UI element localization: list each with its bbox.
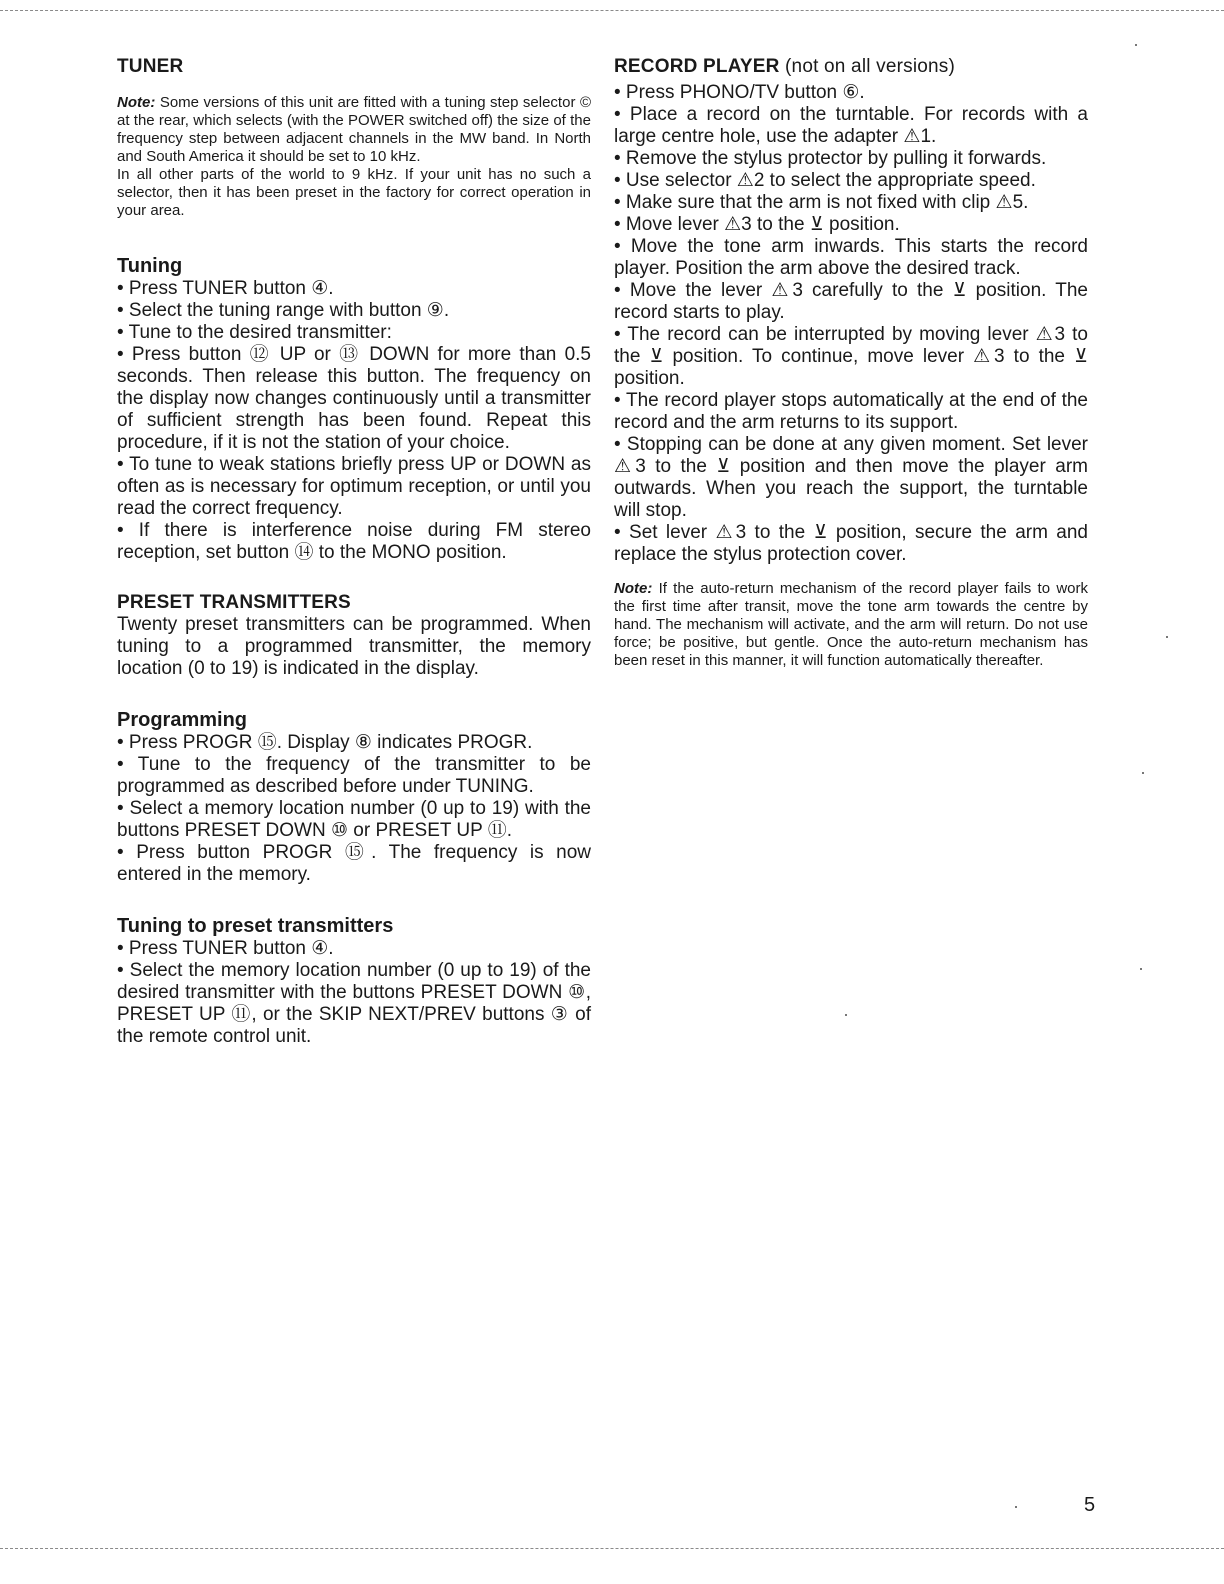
list-item: • Make sure that the arm is not fixed with clip ⚠5.: [614, 192, 1029, 213]
note-text-2: In all other parts of the world to 9 kHz. If your unit has no such a selector, then it has been preset in the factory for correct operation in your area.: [117, 166, 591, 219]
tuning-list: [117, 278, 591, 564]
list-item: • Press TUNER button ④.: [117, 938, 334, 959]
record-player-heading: [614, 56, 1088, 78]
record-list: [614, 82, 1088, 566]
left-column: [117, 56, 591, 1048]
preset-text: [117, 614, 591, 680]
scan-speck: [1166, 636, 1168, 638]
note-text: Some versions of this unit are fitted with a tuning step selector © at the rear, which selects (with the POWER switched off) the size of the frequency step between adjacent channels in the MW band. In North and South America it should be set to 10 kHz.: [117, 94, 591, 165]
note-label: Note:: [614, 580, 653, 597]
tuner-title: TUNER: [117, 56, 184, 77]
record-subtitle: (not on all versions): [779, 56, 956, 77]
record-note: [614, 580, 1088, 670]
list-item: • Press button ⑫ UP or ⑬ DOWN for more than 0.5 seconds. Then release this button. The frequency on the display now changes continuously until a transmitter of sufficient strength has been found. Repeat this procedure, if it is not the station of your choice.: [117, 344, 591, 453]
list-item: • Select the tuning range with button ⑨.: [117, 300, 450, 321]
scan-speck: [1142, 772, 1144, 774]
list-item: • Press PROGR ⑮. Display ⑧ indicates PROGR.: [117, 732, 533, 753]
programming-title: Programming: [117, 709, 248, 731]
tuning-preset-list: [117, 938, 591, 1048]
list-item: • Use selector ⚠2 to select the appropriate speed.: [614, 170, 1036, 191]
right-column: [614, 56, 1088, 670]
top-rule: [0, 10, 1224, 11]
record-title: RECORD PLAYER: [614, 56, 780, 77]
list-item: • Press TUNER button ④.: [117, 278, 334, 299]
scan-speck: [845, 1014, 847, 1016]
note-text: If the auto-return mechanism of the record player fails to work the first time after transit, move the tone arm towards the centre by hand. The mechanism will activate, and the arm will return. Do not use force; be positive, but gentle. Once the auto-return mechanism has been reset in this manner, it will function automatically thereafter.: [614, 580, 1088, 669]
list-item: • Select a memory location number (0 up to 19) with the buttons PRESET DOWN ⑩ or PRESET UP ⑪.: [117, 798, 591, 841]
list-item: • The record can be interrupted by moving lever ⚠3 to the ⊻ position. To continue, move lever ⚠3 to the ⊻ position.: [614, 324, 1088, 389]
scan-speck: [1140, 968, 1142, 970]
bottom-rule: [0, 1548, 1224, 1549]
tuning-title: Tuning: [117, 255, 183, 277]
list-item: • Tune to the desired transmitter:: [117, 322, 392, 343]
list-item: • Remove the stylus protector by pulling it forwards.: [614, 148, 1047, 169]
scan-speck: [1015, 1506, 1017, 1508]
tuning-preset-title: Tuning to preset transmitters: [117, 915, 394, 937]
list-item: • To tune to weak stations briefly press UP or DOWN as often as is necessary for optimum reception, or until you read the correct frequency.: [117, 454, 591, 519]
list-item: • Place a record on the turntable. For records with a large centre hole, use the adapter ⚠1.: [614, 104, 1088, 147]
paragraph: Twenty preset transmitters can be programmed. When tuning to a programmed transmitter, the memory location (0 to 19) is indicated in the display.: [117, 614, 591, 679]
list-item: • Move the tone arm inwards. This starts the record player. Position the arm above the desired track.: [614, 236, 1088, 279]
list-item: • Tune to the frequency of the transmitter to be programmed as described before under TUNING.: [117, 754, 591, 797]
list-item: • Move the lever ⚠3 carefully to the ⊻ position. The record starts to play.: [614, 280, 1088, 323]
list-item: • Select the memory location number (0 up to 19) of the desired transmitter with the buttons PRESET DOWN ⑩, PRESET UP ⑪, or the SKIP NEXT/PREV buttons ③ of the remote control unit.: [117, 960, 591, 1047]
preset-title: PRESET TRANSMITTERS: [117, 592, 351, 613]
list-item: • Set lever ⚠3 to the ⊻ position, secure the arm and replace the stylus protection cover.: [614, 522, 1088, 565]
tuner-note: [117, 94, 591, 220]
list-item: • The record player stops automatically at the end of the record and the arm returns to its support.: [614, 390, 1088, 433]
scan-speck: [1135, 44, 1137, 46]
list-item: • Stopping can be done at any given moment. Set lever ⚠3 to the ⊻ position and then move the player arm outwards. When you reach the support, the turntable will stop.: [614, 434, 1088, 521]
programming-list: [117, 732, 591, 886]
list-item: • Move lever ⚠3 to the ⊻ position.: [614, 214, 900, 235]
note-label: Note:: [117, 94, 156, 111]
list-item: • Press button PROGR ⑮. The frequency is now entered in the memory.: [117, 842, 591, 885]
list-item: • If there is interference noise during FM stereo reception, set button ⑭ to the MONO position.: [117, 520, 591, 563]
list-item: • Press PHONO/TV button ⑥.: [614, 82, 865, 103]
page-number: 5: [1084, 1494, 1096, 1516]
